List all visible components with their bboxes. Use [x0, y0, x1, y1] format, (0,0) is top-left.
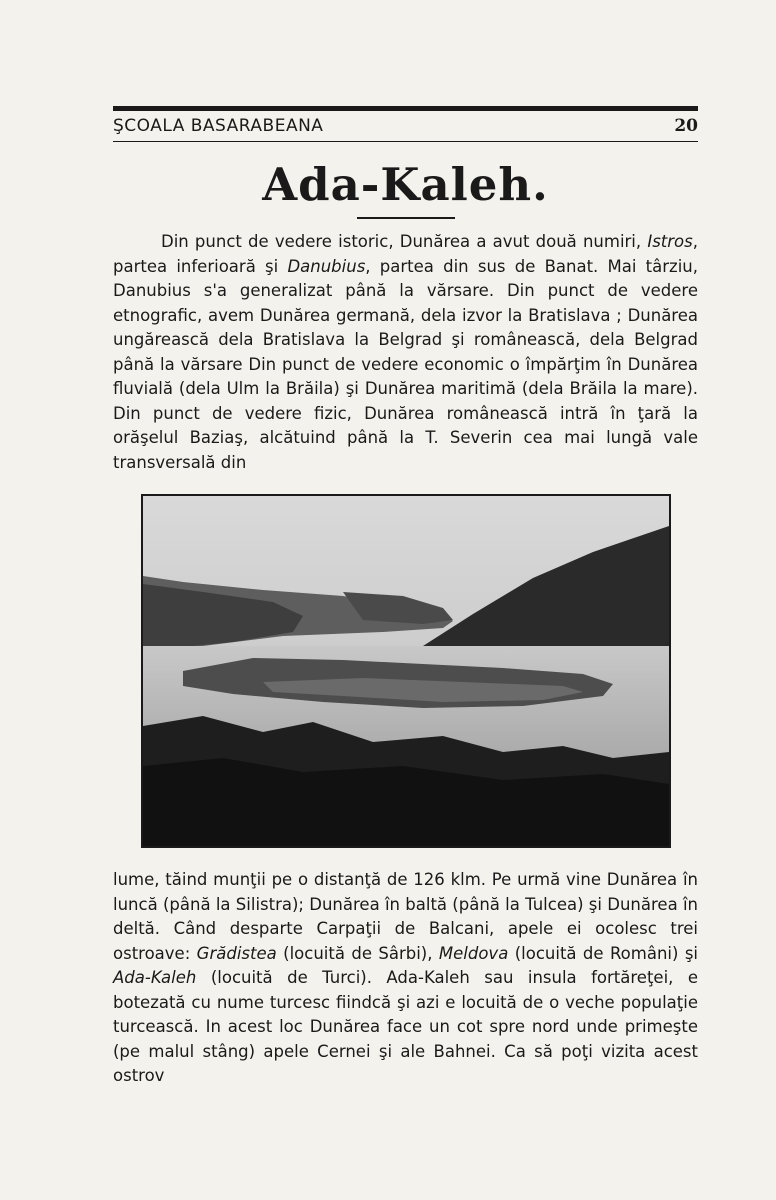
photo-landscape: [143, 496, 669, 846]
header-bottom-rule: [113, 141, 698, 142]
running-header: [113, 116, 698, 142]
article-title: Ada-Kaleh.: [262, 158, 549, 211]
title-underline: [357, 217, 455, 219]
paragraph-intro: Din punct de vedere istoric, Dunărea a avut două numiri, Istros, partea inferioară şi Danubius, partea din sus de Banat. Mai târziu, Danubius s'a generalizat până la vărsare. Din punct de vedere etnografic, avem Dunărea germană, dela izvor la Bratislava ; Dunărea ungărească dela Bratislava la Belgrad şi românească, dela Belgrad până la vărsare Din punct de vedere economic o împărţim în Dunărea fluvială (dela Ulm la Brăila) şi Dunărea maritimă (dela Brăila la mare). Din punct de vedere fizic, Dunărea românească intră în ţară la orăşelul Baziaş, alcătuind până la T. Severin cea mai lungă vale transversală din: [113, 232, 698, 472]
paragraph-continuation: lume, tăind munţii pe o distanţă de 126 klm. Pe urmă vine Dunărea în luncă (până la Silistra); Dunărea în baltă (până la Tulcea) şi Dunărea în deltă. Când desparte Carpaţii de Balcani, apele ei ocolesc trei ostroave: Grădistea (locuită de Sârbi), Meldova (locuită de Români) şi Ada-Kaleh (locuită de Turci). Ada-Kaleh sau insula fortăreţei, e botezată cu nume turcesc fiindcă şi azi e locuită de o veche populaţie turcească. In acest loc Dunărea face un cot spre nord unde primeşte (pe malul stâng) apele Cernei şi ale Bahnei. Ca să poţi vizita acest ostrov: [113, 870, 699, 1085]
running-title: ŞCOALA BASARABEANA: [113, 116, 324, 136]
page-number: 20: [674, 116, 698, 136]
danube-island-photo: [141, 494, 671, 848]
header-top-rule: [113, 106, 698, 111]
